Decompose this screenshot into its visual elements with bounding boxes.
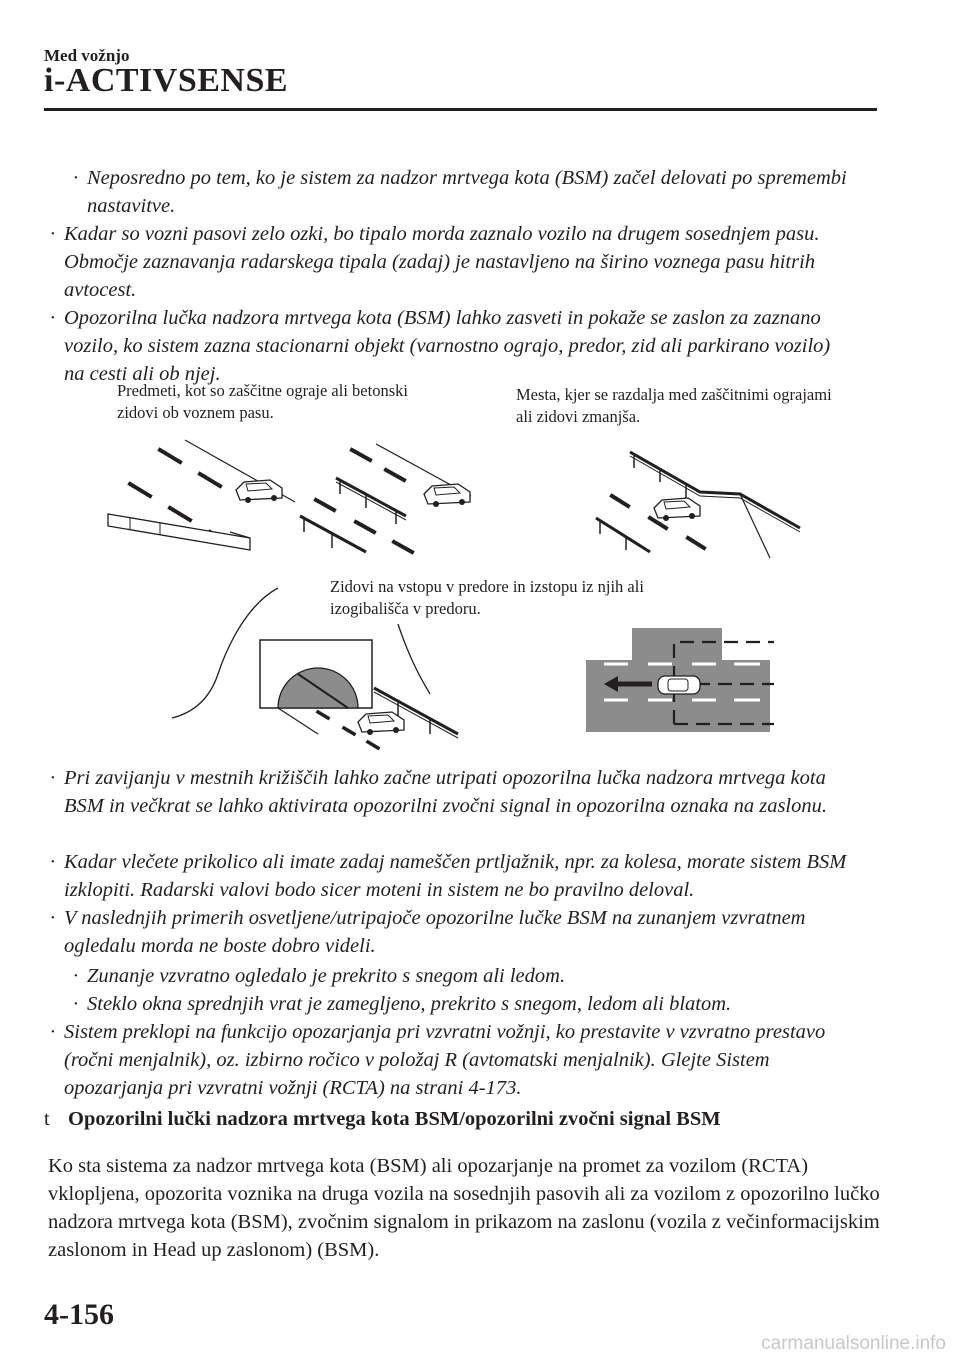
bullet-dot-icon: ·: [50, 907, 56, 929]
illustration-detection-zone: [584, 624, 780, 736]
figure-caption-narrowing: Mesta, kjer se razdalja med zaščitnimi ograjami ali zidovi zmanjša.: [516, 385, 832, 426]
section-heading-text: Opozorilni lučki nadzora mrtvega kota BSM/opozorilni zvočni signal BSM: [68, 1108, 721, 1130]
sub-bullet-1-text: Neposredno po tem, ko je sistem za nadzor mrtvega kota (BSM) začel delovati po spremembi nastavitve.: [87, 167, 847, 217]
bullet-6-text: Sistem preklopi na funkcijo opozarjanja pri vzvratni vožnji, ko prestavite v vzvratno prestavo (ročni menjalnik), oz. izbirno ročico v položaj R (avtomatski menjalnik). Glejte Sistem opozarjanja pri vzvratni vožnji (RCTA) na strani 4-173.: [64, 1021, 826, 1099]
page-number: 4-156: [44, 1298, 114, 1331]
bullet-2-text: Opozorilna lučka nadzora mrtvega kota (BSM) lahko zasveti in pokaže se zaslon za zaznano vozilo, ko sistem zazna stacionarni objekt (varnostno ograjo, predor, zid ali parkirano vozilo) na cesti ali ob njej.: [64, 307, 831, 385]
figure-caption-tunnel: Zidovi na vstopu v predore in izstopu iz njih ali izogibališča v predoru.: [330, 577, 644, 618]
car-icon: [424, 484, 470, 507]
illustration-concrete-wall: [100, 440, 300, 560]
section-label: Med vožnjo: [44, 46, 130, 65]
bullet-dot-icon: ·: [50, 767, 56, 789]
car-icon: [236, 480, 282, 503]
bullet-4-text: Kadar vlečete prikolico ali imate zadaj nameščen prtljažnik, npr. za kolesa, morate sistem BSM izklopiti. Radarski valovi bodo sicer moteni in sistem ne bo pravilno deloval.: [64, 851, 847, 901]
illustration-tunnel: [168, 584, 468, 754]
section-heading: [44, 1108, 721, 1131]
illustration-guardrails: [296, 440, 496, 560]
bullet-dot-icon: ·: [50, 1021, 56, 1043]
bullet-5-text: V naslednjih primerih osvetljene/utripajoče opozorilne lučke BSM na zunanjem vzvratnem ogledalu morda ne boste dobro videli.: [64, 907, 806, 957]
sub-bullet-2: [73, 962, 867, 990]
sub-bullet-2-text: Zunanje vzvratno ogledalo je prekrito s snegom ali ledom.: [87, 965, 566, 987]
bullet-1: [50, 220, 854, 304]
bullet-dot-icon: ·: [73, 167, 79, 189]
sub-bullet-3-text: Steklo okna sprednjih vrat je zamegljeno, prekrito s snegom, ledom ali blatom.: [87, 993, 732, 1015]
section-body: Ko sta sistema za nadzor mrtvega kota (BSM) ali opozarjanje na promet za vozilom (RCTA) vklopljena, opozorita voznika na druga vozila na sosednjih pasovih ali za vozilom z opozorilno lučko nadzora mrtvega kota (BSM), zvočnim signalom in prikazom na zaslonu (vozila z večinformacijskim zaslonom in Head up zaslonom) (BSM).: [48, 1155, 880, 1261]
bullet-3: [50, 764, 864, 820]
bullet-dot-icon: ·: [50, 851, 56, 873]
car-icon: [654, 498, 700, 521]
chapter-title: i-ACTIVSENSE: [44, 62, 289, 99]
bullet-1-text: Kadar so vozni pasovi zelo ozki, bo tipalo morda zaznalo vozilo na drugem sosednjem pasu. Območje zaznavanja radarskega tipala (zadaj) je nastavljeno na širino voznega pasu hitrih avtocest.: [64, 223, 820, 301]
car-top-icon: [658, 676, 700, 694]
bullet-5: [50, 904, 880, 960]
bullet-4: [50, 848, 874, 904]
bullet-6: [50, 1018, 844, 1102]
illustration-narrowing: [590, 448, 810, 558]
figure-caption-guardrails: Predmeti, kot so zaščitne ograje ali betonski zidovi ob voznem pasu.: [117, 381, 408, 422]
bullet-dot-icon: ·: [73, 965, 79, 987]
bullet-dot-icon: ·: [50, 307, 56, 329]
bullet-dot-icon: ·: [73, 993, 79, 1015]
bullet-3-text: Pri zavijanju v mestnih križiščih lahko začne utripati opozorilna lučka nadzora mrtvega kota BSM in večkrat se lahko aktivirata opozorilni zvočni signal in opozorilna oznaka na zaslonu.: [64, 767, 827, 817]
sub-bullet-1: [73, 164, 867, 220]
bullet-dot-icon: ·: [50, 223, 56, 245]
watermark: carmanualsonline.info: [761, 1333, 946, 1354]
bullet-2: [50, 304, 854, 388]
sub-bullet-3: [73, 990, 867, 1018]
header-rule: [44, 108, 877, 111]
car-icon: [358, 712, 404, 735]
section-marker-icon: t: [44, 1108, 50, 1130]
